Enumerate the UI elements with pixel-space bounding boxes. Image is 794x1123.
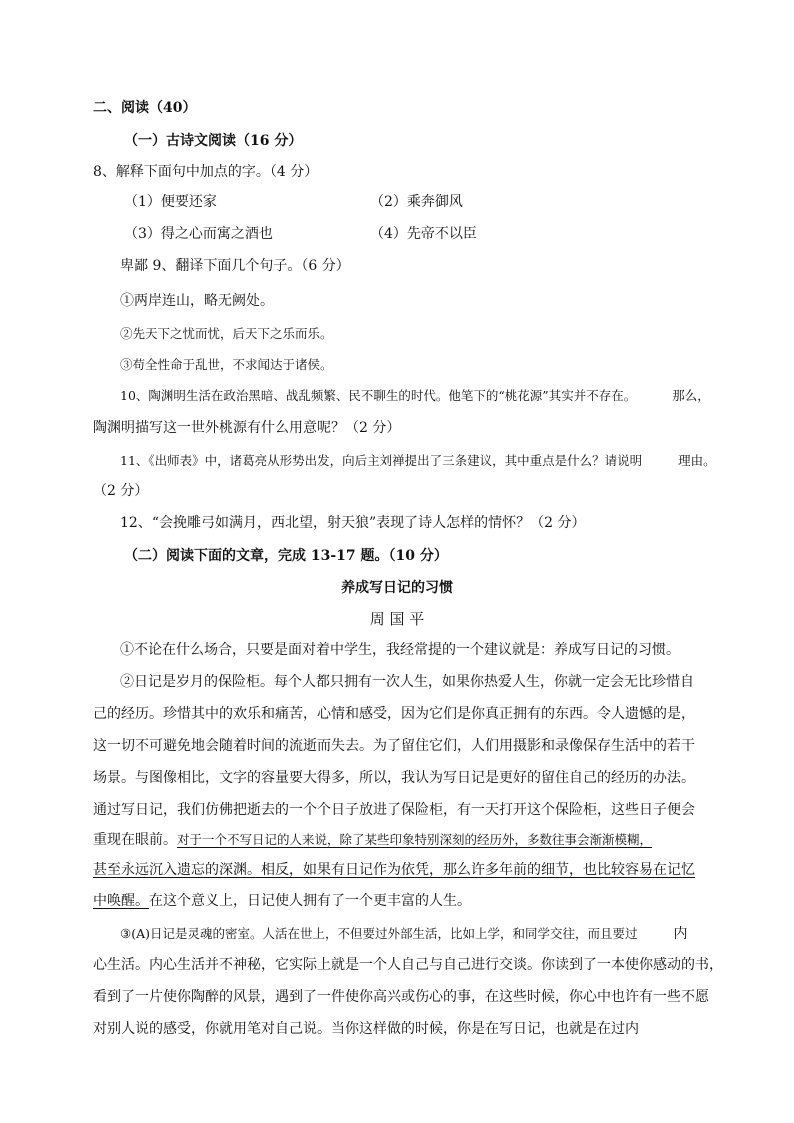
q12-text: 12、“会挽雕弓如满月，西北望，射天狼”表现了诗人怎样的情怀？（2 分） [120, 515, 586, 531]
q8-item-2: （2）乘奔御风 [370, 194, 463, 210]
article-p2-line-7: 甚至永远沉入遗忘的深渊。相反，如果有日记作为依凭，那么许多年前的细节，也比较容易在记忆 [93, 862, 695, 878]
underlined-passage-end: 中唤醒。 [93, 893, 149, 909]
article-title: 养成写日记的习惯 [341, 580, 453, 596]
underlined-passage-start: 对于一个不写日记的人来说，除了某些印象特别深刻的经历外，多数往事会渐渐模糊， [177, 832, 653, 847]
q9-sentence-3: ③苟全性命于乱世，不求闻达于诸侯。 [120, 357, 333, 372]
q9-sentence-1: ①两岸连山，略无阙处。 [120, 293, 274, 309]
article-author: 周 国 平 [369, 610, 425, 628]
q11-text-tail: 理由。 [678, 453, 716, 468]
article-p2-line-2: 己的经历。珍惜其中的欢乐和痛苦，心情和感受，因为它们是你真正拥有的东西。令人遗憾的是， [93, 706, 695, 722]
part2-heading: （二）阅读下面的文章，完成 13-17 题。（10 分） [124, 548, 448, 564]
article-p2-line-4: 场景。与图像相比，文字的容量要大得多，所以，我认为写日记是更好的留住自己的经历的办法。 [93, 770, 695, 786]
article-p2-line-3: 这一切不可避免地会随着时间的流逝而失去。为了留住它们，人们用摄影和录像保存生活中的若干 [93, 738, 695, 754]
q10-line-1 [120, 386, 710, 406]
article-p3-line-3: 看到了一片使你陶醉的风景，遇到了一件使你高兴或伤心的事，在这些时候，你心中也许有一些不愿 [93, 989, 709, 1005]
article-p2-line-1: ②日记是岁月的保险柜。每个人都只拥有一次人生，如果你热爱人生，你就一定会无比珍惜自 [120, 674, 694, 690]
p2-plain-text: 重现在眼前。 [93, 832, 177, 848]
q8-item-4: （4）先帝不以臣 [370, 226, 477, 242]
q11-text: 11、《出师表》中，诸葛亮从形势出发，向后主刘禅提出了三条建议，其中重点是什么？请说明 [120, 453, 643, 468]
article-p2-line-8 [93, 891, 471, 911]
p3-text-tail: 内 [673, 926, 688, 942]
section-heading: 二、阅读（40） [93, 100, 197, 116]
q11-line-1 [120, 451, 716, 471]
q10-text-tail: 那么， [672, 388, 710, 403]
part1-heading: （一）古诗文阅读（16 分） [124, 133, 303, 149]
article-p2-line-5: 通过写日记，我们仿佛把逝去的一个个日子放进了保险柜，有一天打开这个保险柜，这些日子便会 [93, 802, 695, 818]
p2-plain-end: 在这个意义上，日记使人拥有了一个更丰富的人生。 [149, 893, 471, 909]
q10-text: 10、陶渊明生活在政治黑暗、战乱频繁、民不聊生的时代。他笔下的“桃花源”其实并不存在。 [120, 388, 637, 403]
q9-prompt [120, 256, 350, 276]
q11-line-2: （2 分） [93, 483, 149, 499]
p3-text: ③(A)日记是灵魂的密室。人活在世上，不但要过外部生活，比如上学，和同学交往，而且要过 [120, 926, 638, 941]
q8-item-3: （3）得之心而寓之酒也 [124, 226, 273, 242]
article-p3-line-1 [120, 924, 688, 944]
q8-item-1: （1）便要还家 [124, 194, 217, 210]
article-paragraph-1: ①不论在什么场合，只要是面对着中学生，我经常提的一个建议就是：养成写日记的习惯。 [120, 642, 680, 658]
article-p3-line-2: 心生活。内心生活并不神秘，它实际上就是一个人自己与自己进行交谈。你读到了一本使你感动的书， [93, 957, 723, 973]
q9-sentence-2: ②先天下之忧而忧，后天下之乐而乐。 [120, 326, 333, 341]
q10-line-2: 陶渊明描写这一世外桃源有什么用意呢？（2 分） [93, 420, 401, 436]
article-p3-line-4: 对别人说的感受，你就用笔对自己说。当你这样做的时候，你是在写日记，也就是在过内 [93, 1021, 639, 1037]
q8-prompt: 8、解释下面句中加点的字。（4 分） [93, 164, 319, 180]
q9-prefix: 卑鄙 [120, 258, 148, 274]
article-p2-line-6 [93, 830, 652, 850]
q9-prompt-text: 9、翻译下面几个句子。（6 分） [152, 258, 350, 274]
